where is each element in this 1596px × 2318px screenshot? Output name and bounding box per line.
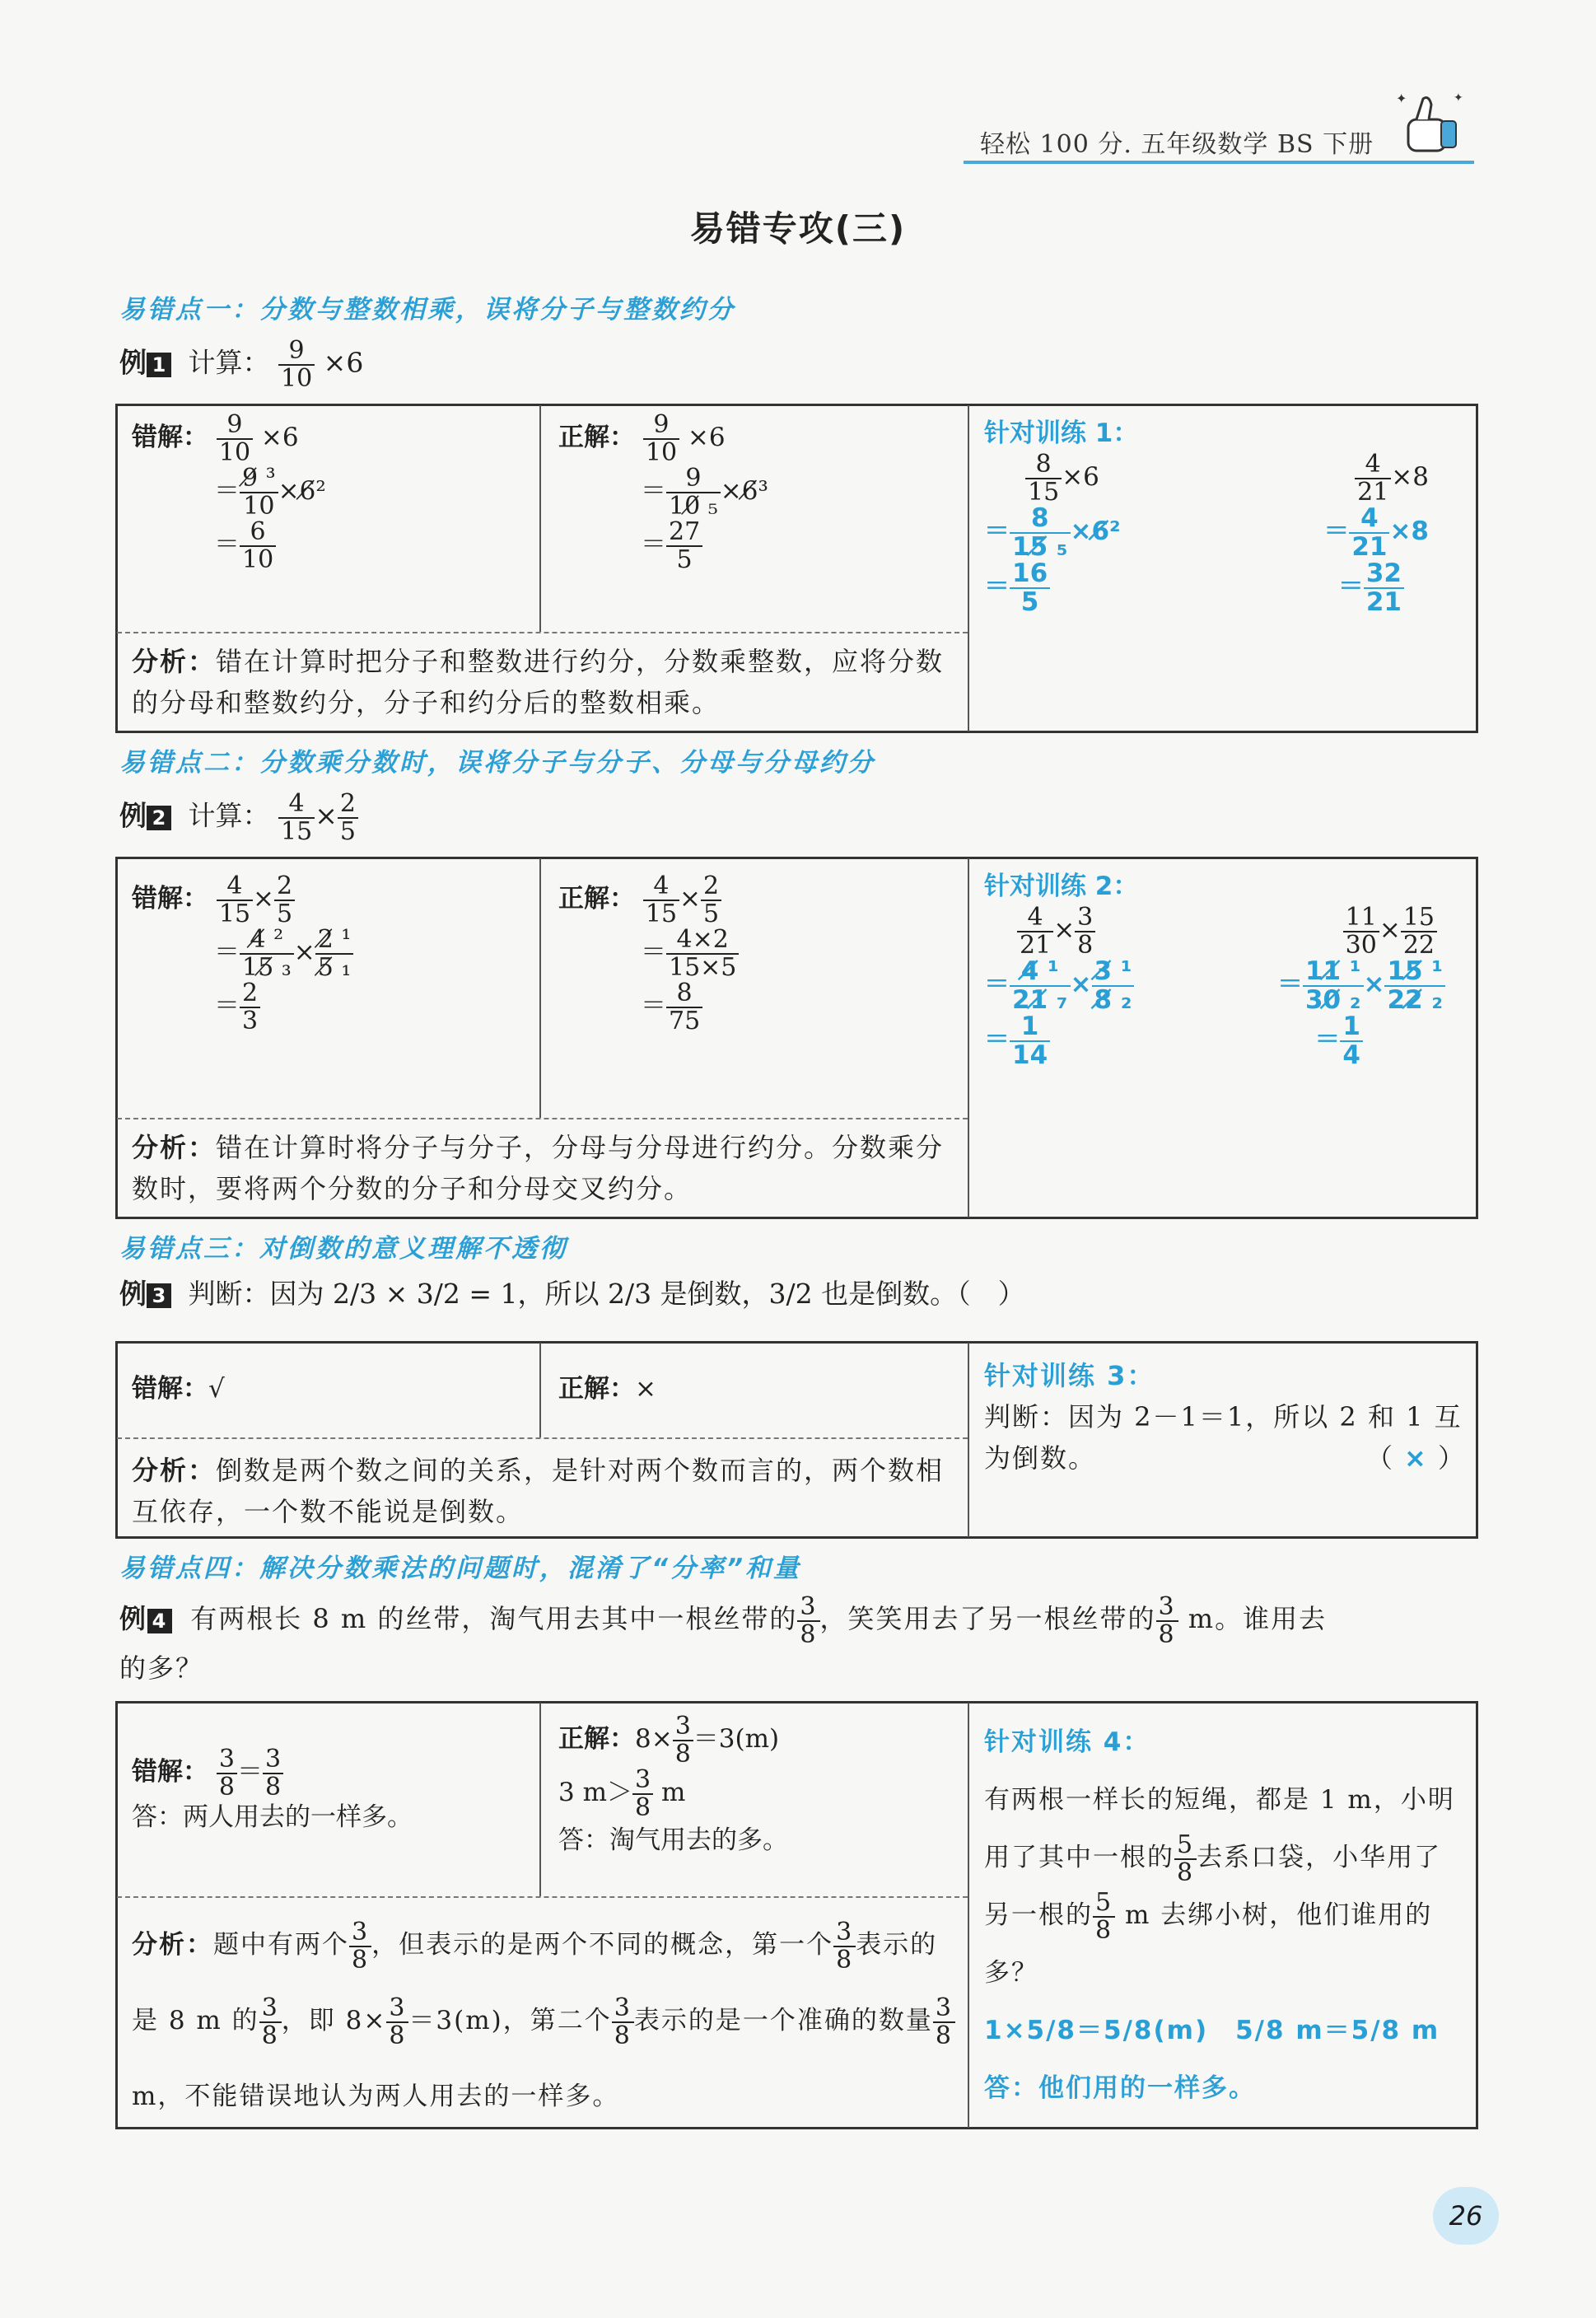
page-number: 26: [1433, 2187, 1499, 2245]
column-divider: [968, 1343, 969, 1537]
right-solution-4: 正解：8× $\frac{3}{8}$ ＝3(m) 3 m＞ $\frac{3}{8}$ m 答：淘气用去的多。: [558, 1712, 788, 1855]
right-solution-3: [558, 1372, 656, 1407]
practice-text: 去系口袋，小华用了另一根的: [984, 1843, 1442, 1930]
example-prefix: 计算：: [188, 799, 270, 832]
practice-answer-text: 答：他们用的一样多。: [984, 2073, 1256, 2103]
section-2-heading: 易错点二：分数乘分数时，误将分子与分子、分母与分母约分: [119, 748, 875, 778]
wrong-solution-3: [132, 1372, 225, 1407]
wrong-answer: √: [208, 1374, 225, 1404]
header-divider: [964, 161, 1474, 164]
analysis-text: 题中有两个: [213, 1930, 349, 1960]
row-divider: [117, 1118, 968, 1119]
analysis-text: 错在计算时把分子和整数进行约分，分数乘整数，应将分数的分母和整数约分，分子和约分后的整数相乘。: [132, 646, 945, 718]
practice-4: 针对训练 4： 有两根一样长的短绳，都是 1 m，小明用了其中一根的 $\frac{5}{8}$ 去系口袋，小华用了另一根的 $\frac{5}{8}$ m 去绑小树，他们谁用的多？ 1×5/8＝5/8(m) 5/8 m＝5/8 m 答：他们用的一样多。: [984, 1713, 1466, 2117]
right-step: 8×: [635, 1724, 673, 1754]
column-divider: [968, 858, 969, 1217]
right-answer: ×: [635, 1374, 656, 1404]
wrong-solution-4: 错解： $\frac{3}{8}$ ＝ $\frac{3}{8}$ 答：两人用去的一样多。: [132, 1745, 413, 1832]
analysis-label: 分析：: [132, 1930, 213, 1960]
analysis-label: 分析：: [132, 1132, 217, 1163]
example-number: 2: [147, 806, 171, 830]
analysis-label: 分析：: [132, 1455, 217, 1486]
example-label: 例: [119, 346, 147, 379]
practice-label: 针对训练 1：: [984, 418, 1139, 448]
practice-label: 针对训练 2：: [984, 872, 1139, 901]
example-prefix: 计算：: [188, 346, 270, 379]
wrong-label: 错解：: [132, 1374, 208, 1404]
practice-text: 判断：因为 2－1＝1，所以 2 和 1 互为倒数。: [984, 1401, 1463, 1474]
right-solution-1: 正解： $\frac{9}{10}$ ×6 ＝ $\frac{9}{\text{10̸ ₅}}$ ×6̸³ ＝ $\frac{27}{5}$: [558, 410, 768, 574]
wrong-label: 错解：: [132, 1757, 208, 1787]
wrong-solution-2: 错解： $\frac{4}{15}$ × $\frac{2}{5}$ ＝ $\frac{\text{4̸ ²}}{\text{15̸ ₃}}$ × $\frac{\text{2̸ ¹}}{\text{5̸ ₁}}$ ＝ $\frac{2}{3}$: [132, 873, 353, 1034]
practice-1: 针对训练 1： $\frac{8}{15}$ ×6 $\frac{4}{21}$ ×8 ＝ $\frac{8}{\text{15̸ ₅}}$ ×6̸² ＝ $\frac{4}{21}$ ×8 ＝ $\frac{16}{5}$ ＝ $\frac{32}{21}$: [984, 416, 1470, 616]
example-text: m。谁用去: [1188, 1603, 1328, 1634]
svg-text:✦: ✦: [1396, 91, 1407, 106]
book-header: 轻松 100 分. 五年级数学 BS 下册: [980, 130, 1374, 159]
column-divider: [539, 858, 541, 1118]
right-label: 正解：: [558, 1724, 635, 1754]
right-label: 正解：: [558, 1374, 635, 1404]
wrong-label: 错解：: [132, 884, 208, 914]
wrong-solution-1: 错解： $\frac{9}{10}$ ×6 ＝ $\frac{\text{9̸ ³}}{10}$ ×6̸² ＝ $\frac{6}{10}$: [132, 410, 326, 574]
analysis-2: [132, 1127, 955, 1209]
svg-text:✦: ✦: [1454, 91, 1463, 105]
example-number: 4: [147, 1609, 172, 1633]
example-number: 3: [147, 1283, 171, 1308]
practice-3: 针对训练 3： 判断：因为 2－1＝1，所以 2 和 1 互为倒数。 （ × ）: [984, 1355, 1466, 1479]
right-label: 正解：: [558, 423, 635, 452]
analysis-text: m，不能错误地认为两人用去的一样多。: [132, 2082, 620, 2111]
fraction: $\frac{9}{10}$: [278, 338, 315, 391]
practice-2: 针对训练 2： $\frac{4}{21}$ × $\frac{3}{8}$ $\frac{11}{30}$ × $\frac{15}{22}$ ＝ $\frac{\text{4̸ ¹}}{\text{21̸ ₇}}$ × $\frac{\text{3̸ ¹}}{\text{8̸ ₂}}$ ＝ $\frac{\text{11̸ ¹}}{\text{30̸ ₂}}$ × $\frac{\text{15̸ ¹}}{\text{22̸ ₂}}$ ＝ $\frac{1}{14}$ ＝ $\frac{1}{4}$: [984, 869, 1470, 1069]
example-label: 例: [119, 799, 147, 832]
section-1-heading: 易错点一：分数与整数相乘，误将分子与整数约分: [119, 295, 735, 325]
wrong-label: 错解：: [132, 423, 208, 452]
example-label: 例: [119, 1278, 147, 1310]
column-divider: [968, 1703, 969, 2128]
column-divider: [539, 1703, 541, 1896]
section-3-heading: 易错点三：对倒数的意义理解不透彻: [119, 1234, 567, 1264]
right-step: 3 m＞: [558, 1778, 632, 1807]
example-number: 1: [147, 353, 171, 377]
section-4-heading: 易错点四：解决分数乘法的问题时，混淆了“分率”和量: [119, 1554, 801, 1583]
right-step: m: [660, 1778, 686, 1807]
example-text: ，笑笑用去了另一根丝带的: [819, 1603, 1156, 1634]
wrong-answer: 答：两人用去的一样多。: [132, 1802, 413, 1832]
analysis-text: 错在计算时将分子与分子，分母与分母进行约分。分数乘分数时，要将两个分数的分子和分母交叉约分。: [132, 1132, 945, 1204]
row-divider: [117, 1437, 968, 1439]
column-divider: [968, 405, 969, 731]
example-1: 例 1 计算： $\frac{9}{10}$ ×6: [119, 336, 364, 393]
thumbs-up-icon: [1392, 86, 1466, 161]
right-label: 正解：: [558, 884, 635, 914]
example-4: 例 4 有两根长 8 m 的丝带，淘气用去其中一根丝带的 $\frac{3}{8}$ ，笑笑用去了另一根丝带的 $\frac{3}{8}$ m。谁用去 的多？: [119, 1592, 1328, 1684]
analysis-text: ＝3(m)，第二个: [408, 2006, 612, 2035]
analysis-4: 分析：题中有两个 $\frac{3}{8}$ ，但表示的是两个不同的概念，第一个 $\frac{3}{8}$ 表示的是 8 m 的 $\frac{3}{8}$ ，即 8× $\frac{3}{8}$ ＝3(m)，第二个 $\frac{3}{8}$ 表示的是一个准确的数量 $\frac{3}{8}$ m，不能错误地认为两人用去的一样多。: [132, 1907, 955, 2134]
practice-label: 针对训练 3：: [984, 1360, 1155, 1391]
practice-label: 针对训练 4：: [984, 1727, 1150, 1757]
analysis-1: [132, 641, 955, 723]
analysis-text: 表示的是一个准确的数量: [633, 2006, 933, 2035]
practice-text: 有两根一样长的短绳，都是 1 m，小明用了其中一根的: [984, 1785, 1455, 1872]
right-solution-2: 正解： $\frac{4}{15}$ × $\frac{2}{5}$ ＝ $\frac{4\times 2}{15\times 5}$ ＝ $\frac{8}{75}$: [558, 873, 739, 1034]
analysis-text: ，即 8×: [281, 2006, 387, 2035]
practice-answer-calc: 1×5/8＝5/8(m) 5/8 m＝5/8 m: [984, 2016, 1440, 2045]
analysis-text: 倒数是两个数之间的关系，是针对两个数而言的，两个数相互依存，一个数不能说是倒数。: [132, 1455, 945, 1527]
page-title: 易错专攻(三): [689, 208, 907, 249]
example-text: 有两根长 8 m 的丝带，淘气用去其中一根丝带的: [190, 1603, 798, 1634]
analysis-text: ，但表示的是两个不同的概念，第一个: [371, 1930, 834, 1960]
row-divider: [117, 1896, 968, 1898]
column-divider: [539, 405, 541, 632]
analysis-label: 分析：: [132, 646, 217, 677]
example-label: 例: [119, 1603, 148, 1634]
practice-answer: ×: [1404, 1442, 1428, 1474]
analysis-text: 表示的是 8 m 的: [132, 1930, 938, 2035]
analysis-3: [132, 1450, 955, 1532]
example-text: 的多？: [119, 1652, 204, 1684]
right-step: ＝3(m): [693, 1724, 780, 1754]
row-divider: [117, 632, 968, 633]
column-divider: [539, 1343, 541, 1437]
example-2: 例 2 计算： $\frac{4}{15}$ × $\frac{2}{5}$: [119, 791, 358, 844]
practice-text: m 去绑小树，他们谁用的多？: [984, 1900, 1433, 1988]
example-3: [119, 1273, 1025, 1311]
example-text: 判断：因为 2/3 × 3/2 = 1，所以 2/3 是倒数，3/2 也是倒数。（ ）: [188, 1278, 1025, 1310]
right-answer: 答：淘气用去的多。: [558, 1825, 788, 1855]
